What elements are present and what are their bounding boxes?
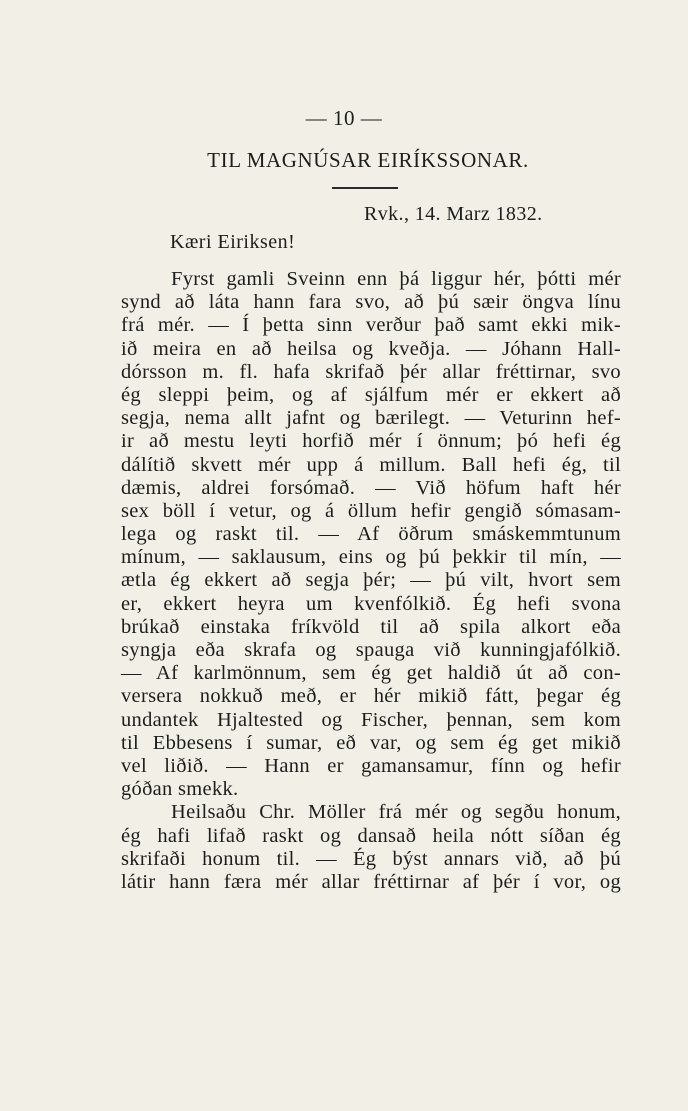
letter-salutation: Kæri Eiriksen! [170,231,296,253]
text-line: segja, nema allt jafnt og bærilegt. — Veturinn hef- [121,407,621,430]
text-line: látir hann færa mér allar fréttirnar af þér í vor, og [121,870,621,893]
text-line: góðan smekk. [121,778,239,801]
text-line: vel liðið. — Hann er gamansamur, fínn og hefir [121,754,621,777]
text-line: frá mér. — Í þetta sinn verður það samt ekki mik- [121,314,621,337]
title-divider [332,187,398,189]
text-line: ið meira en að heilsa og kveðja. — Jóhann Hall- [121,337,621,360]
text-line: ég hafi lifað raskt og dansað heila nótt síðan ég [121,824,621,847]
text-line: brúkað einstaka fríkvöld til að spila alkort eða [121,615,621,638]
text-line: til Ebbesens í sumar, eð var, og sem ég get mikið [121,731,621,754]
text-line: dórsson m. fl. hafa skrifað þér allar fréttirnar, svo [121,360,621,383]
text-line: versera nokkuð með, er hér mikið fátt, þegar ég [121,685,621,708]
letter-dateline: Rvk., 14. Marz 1832. [364,203,543,225]
text-line: lega og raskt til. — Af öðrum smáskemmtunum [121,523,621,546]
text-line: ir að mestu leyti horfið mér í önnum; þó hefi ég [121,430,621,453]
text-line: — Af karlmönnum, sem ég get haldið út að con- [121,662,621,685]
letter-body [121,268,621,894]
page-number: — 10 — [305,106,383,130]
text-line: mínum, — saklausum, eins og þú þekkir til mín, — [121,546,621,569]
text-line: ég sleppi þeim, og af sjálfum mér er ekkert að [121,383,621,406]
letter-title: TIL MAGNÚSAR EIRÍKSSONAR. [207,148,529,172]
text-line: syngja eða skrafa og spauga við kunningjafólkið. [121,639,621,661]
text-line: undantek Hjaltested og Fischer, þennan, sem kom [121,708,621,731]
text-line: Fyrst gamli Sveinn enn þá liggur hér, þótti mér [171,268,621,290]
text-line: skrifaði honum til. — Ég býst annars við, að þú [121,847,621,870]
text-line: Heilsaðu Chr. Möller frá mér og segðu honum, [171,801,621,824]
text-line: sex böll í vetur, og á öllum hefir gengið sómasam- [121,499,621,522]
text-line: er, ekkert heyra um kvenfólkið. Ég hefi svona [121,592,621,615]
text-line: dæmis, aldrei forsómað. — Við höfum haft hér [121,476,621,499]
text-line: dálítið skvett mér upp á millum. Ball hefi ég, til [121,453,621,476]
text-line: ætla ég ekkert að segja þér; — þú vilt, hvort sem [121,569,621,592]
text-line: synd að láta hann fara svo, að þú sæir öngva línu [121,291,621,314]
